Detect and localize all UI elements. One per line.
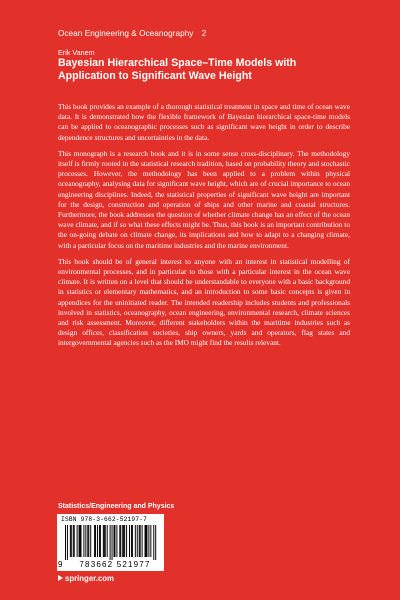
book-description (58, 102, 350, 355)
barcode-bar (131, 525, 132, 557)
barcode-bar (150, 525, 151, 557)
barcode-bar (114, 525, 115, 557)
barcode-bar (120, 525, 121, 557)
barcode-bar (137, 525, 138, 557)
barcode-bar (139, 525, 140, 557)
barcode-bar (122, 525, 123, 557)
subject-category: Statistics/Engineering and Physics (58, 503, 175, 510)
barcode-bar (104, 525, 105, 557)
barcode-bar (114, 525, 115, 557)
barcode-bar (83, 525, 84, 557)
barcode-bar (142, 525, 143, 557)
barcode-bar (107, 525, 108, 557)
barcode-bar (65, 525, 66, 560)
isbn-number: ISBN 978-3-662-52197-7 (61, 516, 148, 523)
barcode-bar (74, 525, 75, 557)
author-name: Erik Vanem (58, 48, 95, 57)
barcode-bar (105, 525, 106, 557)
title-line-2: Application to Significant Wave Height (58, 70, 252, 82)
barcode-bar (153, 525, 154, 560)
series-line (58, 29, 212, 38)
barcode-bar (103, 525, 104, 557)
barcode-bar (145, 525, 146, 557)
barcode-bar (132, 525, 133, 557)
description-paragraph-2: This monograph is a research book and it is in some sense cross-disciplinary. The methodology itself is firmly rooted in the statistical research tradition, based on probability theory and stochastic processes. However, the methodology has been applied to a problem within physical oceanography, analysing data for significant wave height, which are of crucial importance to ocean engineering disciplines. Indeed, the statistical properties of significant wave height are important for the design, construction and operation of ships and other marine and coastal structures. Furthermore, the book addresses the question of whether climate change has an effect of the ocean wave climate, and if so what these effects might be. Thus, this book is an important contribution to the on-going debate on climate change, its implications and how to adapt to a changing climate, with a particular focus on the maritime industries and the marine environment. (58, 148, 350, 250)
description-paragraph-3: This book should be of general interest to anyone with an interest in statistical modelling of environmental processes, and in particular to those with a particular interest in the ocean wave climate. It is written on a level that should be understandable to everyone with a basic background in statistics or elementary mathematics, and an introduction to some basic concepts is given in appendices for the uninitiated reader. The intended readership includes students and professionals involved in statistics, oceanography, ocean engineering, environmental research, climate sciences and risk assessment. Moreover, different stakeholders within the maritime industries such as design offices, classification societies, ship owners, yards and operators, flag states and intergovernmental agencies such as the IMO might find the results relevant. (58, 256, 350, 348)
barcode-bar (123, 525, 124, 557)
title-line-1: Bayesian Hierarchical Space–Time Models with (58, 57, 297, 69)
barcode-bar (95, 525, 96, 557)
barcode-bar (79, 525, 80, 557)
barcode-bar (81, 525, 82, 557)
barcode-bar (116, 525, 117, 557)
barcode-bar (67, 525, 68, 560)
barcode-bar (110, 525, 111, 560)
arrow-icon (58, 575, 63, 581)
barcode-bar (99, 525, 100, 557)
barcode-digit-first: 9 (58, 560, 63, 569)
barcode-bar (126, 525, 127, 557)
book-title (58, 57, 358, 83)
barcode-bar (148, 525, 149, 557)
barcode-bar (71, 525, 72, 557)
barcode-image (65, 525, 157, 560)
barcode-bar (119, 525, 120, 557)
barcode-bar (85, 525, 86, 557)
barcode-digits: 783662 521977 (79, 560, 151, 569)
series-name: Ocean Engineering & Oceanography (58, 29, 194, 38)
barcode-bar (88, 525, 89, 557)
barcode-bar (77, 525, 78, 557)
barcode-bar (73, 525, 74, 557)
barcode-bar (140, 525, 141, 557)
series-volume: 2 (201, 29, 207, 38)
barcode-bar (146, 525, 147, 557)
publisher-link[interactable] (58, 574, 114, 583)
barcode-bar (146, 525, 147, 557)
description-paragraph-1: This book provides an example of a thorough statistical treatment in space and time of ocean wave data. It is demonstrated how the flexible framework of Bayesian hierarchical space-time models can be applied to oceanographic processes such as significant wave height in order to describe dependence structures and uncertainties in the data. (58, 102, 350, 142)
barcode-bar (112, 525, 113, 560)
barcode-bar (124, 525, 125, 557)
barcode-bar (129, 525, 130, 557)
barcode-bar (155, 525, 156, 560)
barcode-bar (135, 525, 136, 557)
barcode-bar (80, 525, 81, 557)
barcode-panel (57, 514, 164, 571)
barcode-bar (70, 525, 71, 557)
barcode-bar (87, 525, 88, 557)
barcode-bar (90, 525, 91, 557)
barcode-bar (97, 525, 98, 557)
barcode-bar (100, 525, 101, 557)
publisher-link-text: springer.com (65, 574, 114, 583)
barcode-bar (94, 525, 95, 557)
